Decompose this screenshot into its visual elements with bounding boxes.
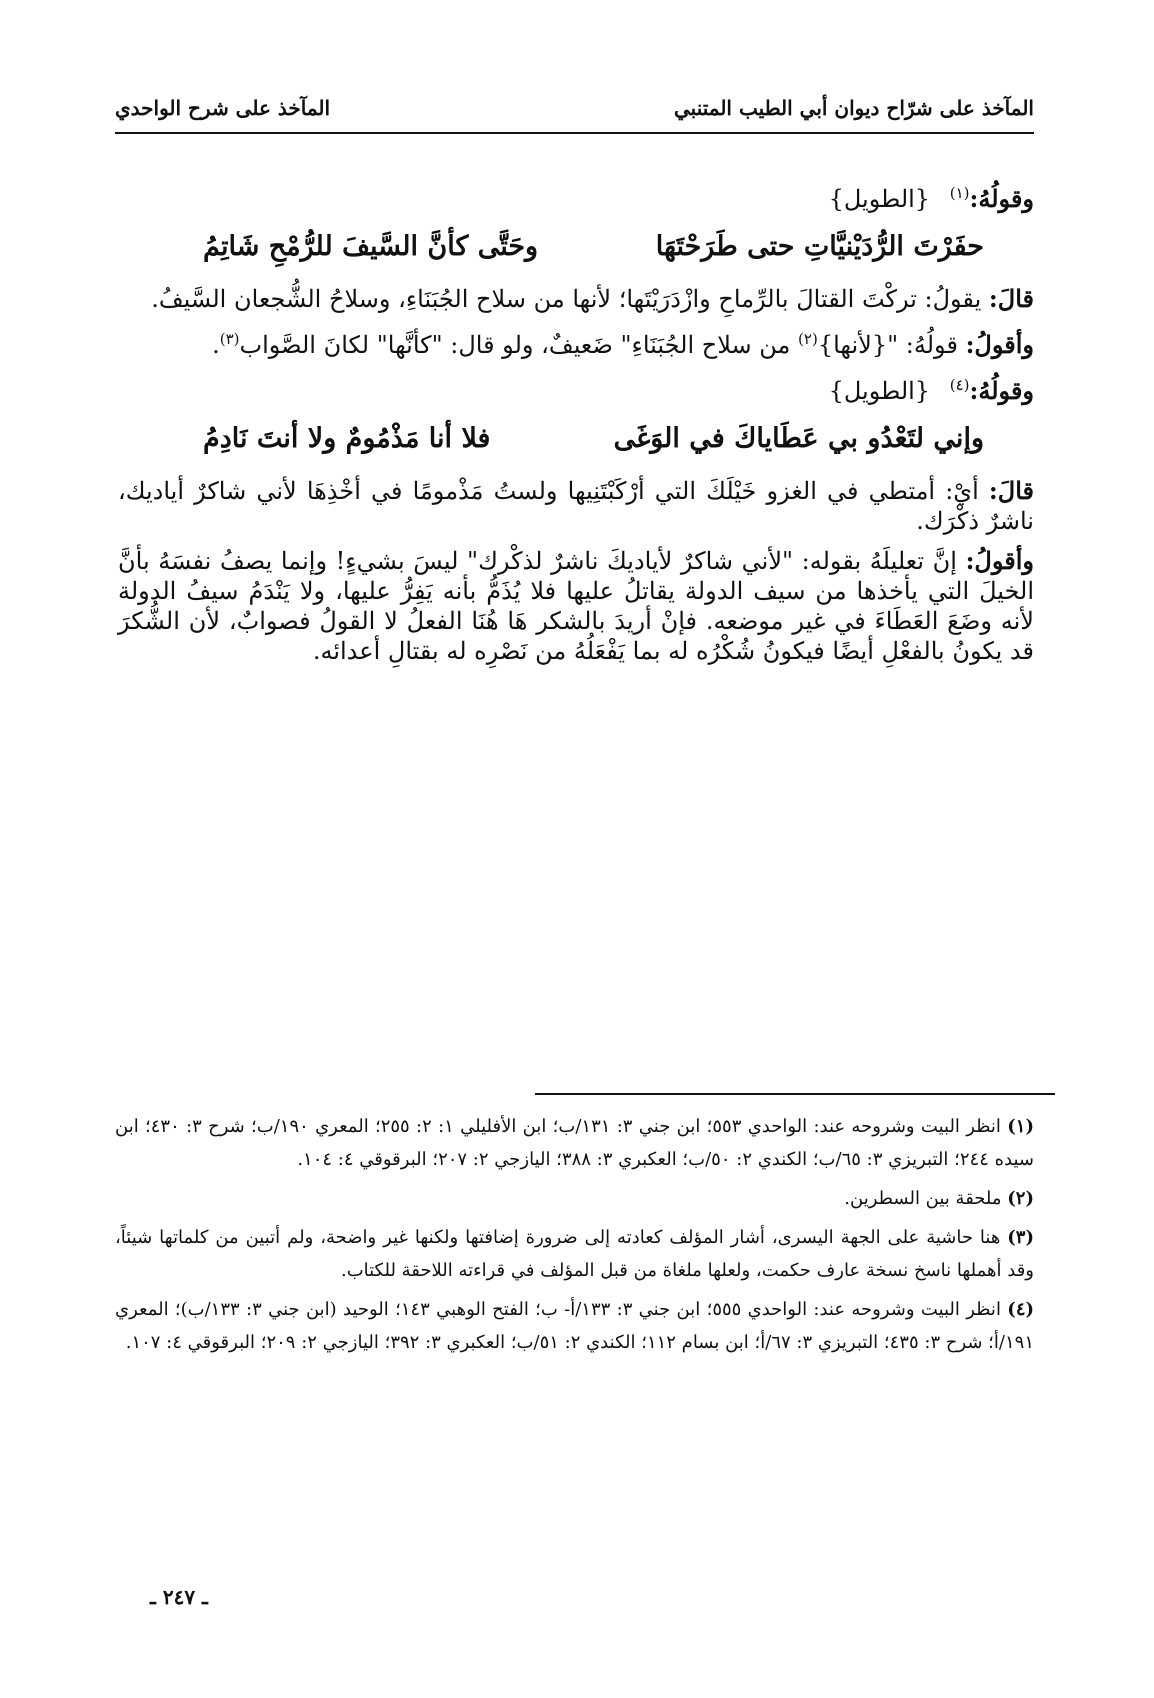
verse-second-hemistich: وحَتَّى كأنَّ السَّيفَ للرُّمْحِ شَاتِمُ bbox=[203, 231, 539, 262]
poem-verse bbox=[118, 420, 1034, 468]
footnote-ref[interactable]: (١) bbox=[949, 184, 970, 202]
verse-first-hemistich: وإني لتَعْدُو بي عَطَاياكَ في الوَغَى bbox=[613, 423, 984, 454]
commentary-qala: قالَ: يقولُ: تركْتَ القتالَ بالرِّماحِ وازْدَرَيْتَها؛ لأنها من سلاح الجُبَنَاءِ، وسلاحُ الشُّجعان السَّيفُ. bbox=[151, 284, 1034, 313]
meter-label: {الطويل} bbox=[828, 185, 931, 213]
header-section-title: المآخذ على شرح الواحدي bbox=[115, 96, 331, 120]
footnote-1: (١) انظر البيت وشروحه عند: الواحدي ٥٥٣؛ ابن جني ٣: ١٣١/ب؛ ابن الأفليلي ١: ٢: ٢٥٥؛ المعري ١٩٠/ب؛ شرح ٣: ٤٣٠؛ ابن سيده ٢٤٤؛ التبريزي ٣: ٦٥/ب؛ الكندي ٢: ٥٠/ب؛ العكبري ٣: ٣٨٨؛ اليازجي ٢: ٢٠٧؛ البرقوقي ٤: ١٠٤. bbox=[115, 1116, 1034, 1170]
footnote-ref[interactable]: (٣) bbox=[219, 330, 240, 348]
header-book-title: المآخذ على شرّاح ديوان أبي الطيب المتنبي bbox=[674, 96, 1034, 120]
footnote-ref[interactable]: (٤) bbox=[949, 376, 970, 394]
commentary-aqulu: وأقولُ: إنَّ تعليلَهُ بقوله: "لأني شاكرٌ لأياديكَ ناشرٌ لذكْرك" ليسَ بشيءٍ! وإنما يصفُ نفسَهُ بأنَّ الخيلَ التي يأخذها من سيف الدولة يقاتلُ عليها فلا يُذَمُّ بأنه يَفِرُّ عليها، ولا يَنْدَمُ سيفُ الدولة لأنه وضَعَ العَطَاءَ في غير موضعه. فإنْ أريدَ بالشكر هَا هُنَا الفعلُ لا القولُ فصوابٌ، لأن الشُّكرَ قد يكونُ بالفعْلِ أيضًا فيكونُ شُكْرُه له بما يَفْعَلُهُ من نَصْرِه له بقتالِ أعدائه. bbox=[118, 546, 1034, 665]
page-number: ـ ٢٤٧ ـ bbox=[150, 1585, 208, 1609]
verse-second-hemistich: فلا أنا مَذْمُومٌ ولا أنتَ نَادِمُ bbox=[203, 423, 491, 454]
footnote-4: (٤) انظر البيت وشروحه عند: الواحدي ٥٥٥؛ ابن جني ٣: ١٣٣/أ- ب؛ الفتح الوهبي ١٤٣؛ الوحيد (ابن جني ٣: ١٣٣/ب)؛ المعري ١٩١/أ؛ شرح ٣: ٤٣٥؛ التبريزي ٣: ٦٧/أ؛ ابن بسام ١١٢؛ الكندي ٢: ٥١/ب؛ العكبري ٣: ٣٩٢؛ اليازجي ٢: ٢٠٩؛ البرقوقي ٤: ١٠٧. bbox=[115, 1299, 1035, 1353]
footnote-divider bbox=[535, 1093, 1055, 1095]
running-header bbox=[115, 88, 1034, 128]
footnote-2: (٢) ملحقة بين السطرين. bbox=[844, 1188, 1034, 1209]
header-divider bbox=[115, 132, 1034, 134]
footnote-ref[interactable]: (٢) bbox=[798, 330, 818, 348]
meter-label: {الطويل} bbox=[828, 377, 931, 405]
verse-section-2 bbox=[118, 370, 1034, 666]
verse-first-hemistich: حفَرْتَ الرُّدَيْنيَّاتِ حتى طَرَحْتَهَا bbox=[655, 231, 984, 262]
verse-section-1 bbox=[118, 178, 1034, 360]
footnotes bbox=[115, 1110, 1034, 1365]
poem-verse bbox=[118, 228, 1034, 276]
commentary-qala: قالَ: أيْ: أمتطي في الغزو خَيْلَكَ التي أرْكَبْتَنِيها ولستُ مَذْمومًا في أخْذِهَا لأني شاكرٌ أياديك، ناشرٌ ذكْرَك. bbox=[118, 476, 1034, 535]
verse-intro: وقولُهُ:$^{(١)}$ {الطويل} bbox=[828, 184, 1034, 213]
footnote-3: (٣) هنا حاشية على الجهة اليسرى، أشار المؤلف كعادته إلى ضرورة إضافتها ولكنها غير واضحة، ولم أتبين من كلماتها شيئاً، وقد أهملها ناسخ نسخة عارف حكمت، ولعلها ملغاة من قبل المؤلف في قراءته اللاحقة للكتاب. bbox=[115, 1227, 1034, 1281]
commentary-aqulu: وأقولُ: قولُهُ: "{لأنها}$^{(٢)}$ من سلاح الجُبَنَاءِ" ضَعيفٌ، ولو قال: "كأنَّها" لكانَ الصَّواب$^{(٣)}$. bbox=[212, 330, 1034, 359]
main-text bbox=[118, 178, 1034, 666]
verse-intro: وقولُهُ:$^{(٤)}$ {الطويل} bbox=[828, 376, 1034, 405]
